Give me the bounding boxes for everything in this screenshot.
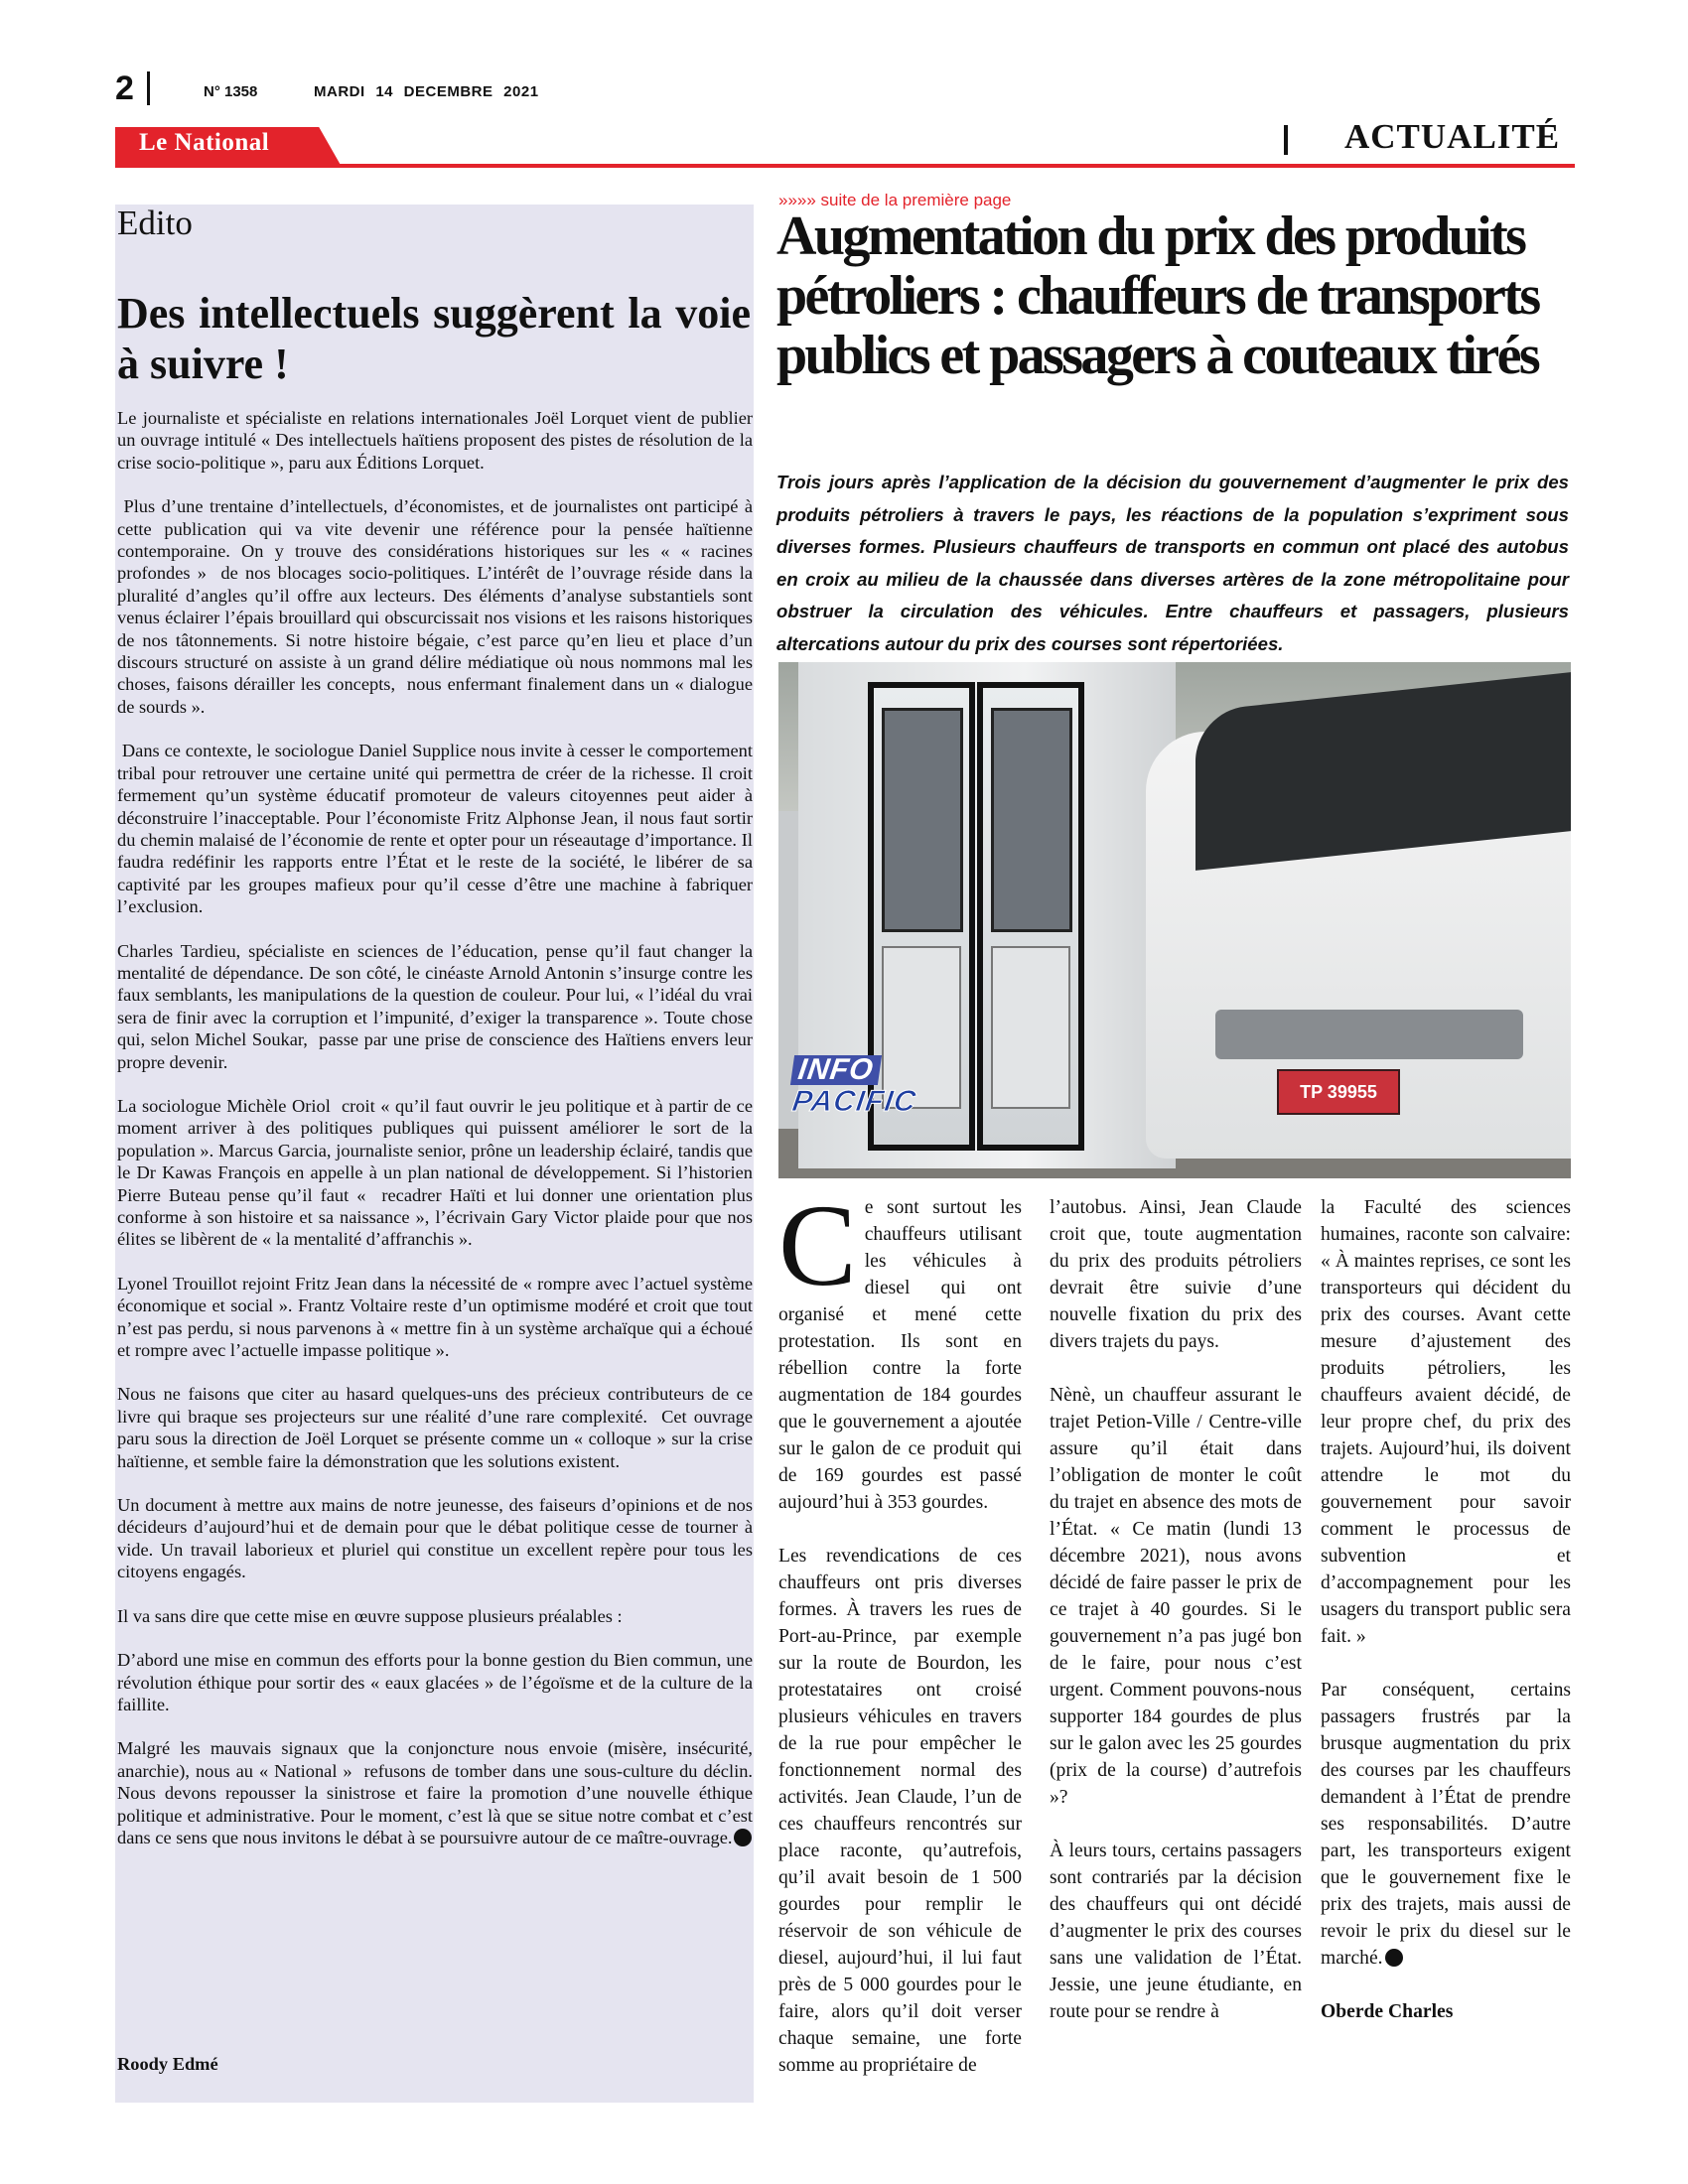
edito-body xyxy=(117,407,758,1870)
article-paragraph-text: e sont surtout les chauffeurs utilisant les véhicules à diesel qui ont organisé et mené cette protestation. Ils sont en rébellion contre la forte augmentation de 184 gourdes que le gouvernement a ajoutée sur le galon de ce produit qui de 169 gourdes est passé aujourd’hui à 353 gourdes. xyxy=(778,1197,1022,1513)
bus-grille xyxy=(1215,1010,1523,1059)
photo-logo-line2: PACIFIC xyxy=(789,1085,919,1118)
edito-paragraph: Il va sans dire que cette mise en œuvre suppose plusieurs préalables : xyxy=(117,1605,623,1626)
article-column-2 xyxy=(1050,1194,1302,2052)
edito-paragraph: Lyonel Trouillot rejoint Fritz Jean dans la nécessité de « rompre avec l’actuel système économique et social ». Frantz Voltaire reste d’un optimisme modéré et croit que tout n’est pas perdu, si nous parvenons à « mettre fin à un système archaïque qui a échoué et rompre avec l’actuelle impasse politique ». xyxy=(117,1273,758,1361)
article-last-paragraph xyxy=(1321,1677,1571,1972)
issue-number: N° 1358 xyxy=(204,83,258,100)
issue-date: MARDI 14 DECEMBRE 2021 xyxy=(314,83,539,100)
page-number: 2 xyxy=(115,69,134,107)
edito-paragraph: D’abord une mise en commun des efforts pour la bonne gestion du Bien commun, une révolution éthique pour sortir des « eaux glacées » de l’égoïsme et de la culture de la faillite. xyxy=(117,1650,758,1714)
bus-door-left xyxy=(868,682,975,1151)
photo-logo-line1: INFO xyxy=(790,1055,882,1085)
edito-author: Roody Edmé xyxy=(117,2054,218,2074)
article-author: Oberde Charles xyxy=(1321,2001,1454,2022)
edito-paragraph-text: Malgré les mauvais signaux que la conjoncture nous envoie (misère, insécurité, anarchie), nous au « National » refusons de tomber dans une sous-culture du déclin. Nous devons repousser la sinistrose et faire la promotion d’une nouvelle éthique politique et administrative. Pour le moment, c’est là que se situe notre combat et c’est dans ce sens que nous invitons le débat à se poursuivre autour de ce maître-ouvrage. xyxy=(117,1738,758,1847)
section-title: ACTUALITÉ xyxy=(1344,117,1561,156)
edito-paragraph: Le journaliste et spécialiste en relations internationales Joël Lorquet vient de publier un ouvrage intitulé « Des intellectuels haïtiens proposent des pistes de résolution de la crise socio-politique », paru aux Éditions Lorquet. xyxy=(117,408,758,473)
edito-paragraph: Dans ce contexte, le sociologue Daniel Supplice nous invite à cesser le comportement tribal pour retrouver une certaine unité qui permettra de créer de la richesse. Il croit fermement qu’un système éducatif promoteur de valeurs citoyennes peut aider à déconstruire l’inacceptable. Pour l’économiste Fritz Alphonse Jean, il nous faut sortir du chemin malaisé de l’économie de rente et opter pour un réseautage d’importance. Il faudra redéfinir les rapports entre l’État et le reste de la société, le libérer de sa captivité par les groupes mafieux pour qu’il cesse d’être une machine à fabriquer l’exclusion. xyxy=(117,741,758,917)
end-mark-icon xyxy=(734,1829,752,1846)
article-headline: Augmentation du prix des produits pétroliers : chauffeurs de transports publics et passagers à couteaux tirés xyxy=(776,205,1539,386)
edito-paragraph: Nous ne faisons que citer au hasard quelques-uns des précieux contributeurs de ce livre qui braque ses projecteurs sur une réalité d’une rare complexité. Cet ouvrage paru sous la direction de Joël Lorquet se présente comme un « colloque » sur la crise haïtienne, et semble faire la démonstration que les solutions existent. xyxy=(117,1384,758,1471)
article-kicker: »»»» suite de la première page xyxy=(778,191,1012,209)
section-divider xyxy=(1284,125,1288,155)
edito-label: Edito xyxy=(117,204,193,242)
edito-last-paragraph xyxy=(117,1737,758,1848)
edito-paragraph: La sociologue Michèle Oriol croit « qu’il faut ouvrir le jeu politique et à partir de ce moment arriver à des politiques publiques qui puissent améliorer le sort de la population ». Marcus Garcia, journaliste senior, prône un leadership éclairé, tandis que le Dr Kawas François en appelle à un plan national de développement. Si l’historien Pierre Buteau pense qu’il faut « recadrer Haïti et lui donner une orientation plus conforme à son histoire et sa naissance », l’écrivain Gary Victor plaide pour que nos élites se libèrent de « la mentalité d’affranchis ». xyxy=(117,1095,758,1250)
article-lead: Trois jours après l’application de la décision du gouvernement d’augmenter le prix des produits pétroliers à travers le pays, les réactions de la population s’expriment sous diverses formes. Plusieurs chauffeurs de transports en commun ont placé des autobus en croix au milieu de la chaussée dans diverses artères de la zone métropolitaine pour obstruer la circulation des véhicules. Entre chauffeurs et passagers, plusieurs altercations autour du prix des courses sont répertoriées. xyxy=(776,472,1569,654)
license-plate: TP 39955 xyxy=(1277,1069,1400,1115)
page-number-divider xyxy=(147,71,150,105)
brand-name: Le National xyxy=(139,129,270,156)
edito-title: Des intellectuels suggèrent la voie à suivre ! xyxy=(117,289,751,388)
article-paragraph: la Faculté des sciences humaines, raconte son calvaire: « À maintes reprises, ce sont les transporteurs qui décident du prix des courses. Avant cette mesure d’ajustement des produits pétroliers, les chauffeurs avaient décidé, de leur propre chef, du prix des trajets. Aujourd’hui, ils doivent attendre le mot du gouvernement pour savoir comment le processus de subvention et d’accompagnement pour les usagers du transport public sera fait. » xyxy=(1321,1197,1571,1647)
edito-paragraph: Un document à mettre aux mains de notre jeunesse, des faiseurs d’opinions et de nos décideurs d’aujourd’hui et de demain pour que le débat politique cesse de tourner à vide. Un travail laborieux et pluriel qui constitue un excellent repère pour tous les citoyens engagés. xyxy=(117,1495,758,1582)
article-column-1 xyxy=(778,1180,1022,2106)
article-column-3 xyxy=(1321,1194,1571,2052)
article-paragraph xyxy=(778,1180,1022,1516)
edito-paragraph: Plus d’une trentaine d’intellectuels, d’économistes, et de journalistes ont participé à cette publication qui va vite devenir une référence pour la pensée haïtienne contemporaine. On y trouve des considérations historiques sur les « « racines profondes » de nos blocages socio-politiques. L’intérêt de l’ouvrage réside dans la pluralité d’angles qu’il offre aux lecteurs. Des éléments d’analyse substantiels sont venus éclairer l’épais brouillard qui obscurcissait nos visions et les raisons historiques de nos tâtonnements. Si notre histoire bégaie, c’est parce qu’en lieu et place d’un discours structuré on assiste à un grand délire médiatique où nous nommons mal les choses, faisons dérailler les concepts, nous enfermant finalement dans un « dialogue de sourds ». xyxy=(117,496,758,717)
header-rule xyxy=(115,164,1575,168)
article-paragraph-text: Par conséquent, certains passagers frustrés par la brusque augmentation du prix des courses par les chauffeurs demandent à l’État de prendre ses responsabilités. D’autre part, les transporteurs exigent que le gouvernement fixe le prix des trajets, mais aussi de revoir le prix du diesel sur le marché. xyxy=(1321,1680,1571,1969)
article-paragraph: Nènè, un chauffeur assurant le trajet Petion-Ville / Centre-ville assure qu’il était dans l’obligation de monter le coût du trajet en absence des mots de l’État. « Ce matin (lundi 13 décembre 2021), nous avons décidé de faire passer le prix de ce trajet à 40 gourdes. Si le gouvernement n’a pas jugé bon de le faire, pour nous c’est urgent. Comment pouvons-nous supporter 184 gourdes de plus sur le galon avec les 25 gourdes (prix de la course) d’autrefois »? xyxy=(1050,1385,1302,1808)
end-mark-icon xyxy=(1385,1949,1403,1967)
edito-paragraph: Charles Tardieu, spécialiste en sciences de l’éducation, pense qu’il faut changer la mentalité de dépendance. De son côté, le cinéaste Arnold Antonin s’insurge contre les faux semblants, les manipulations de la question de couleur. Pour lui, « l’idéal du vrai sera de finir avec la corruption et l’impunité, d’exiger la transparence ». Toute chose qui, selon Michel Soukar, passe par une prise de conscience des Haïtiens envers leur propre devenir. xyxy=(117,940,758,1072)
drop-cap: C xyxy=(778,1180,857,1310)
article-paragraph: À leurs tours, certains passagers sont contrariés par la décision des chauffeurs qui ont décidé d’augmenter le prix des courses sans une validation de l’État. Jessie, une jeune étudiante, en route pour se rendre à xyxy=(1050,1841,1302,2022)
bus-door-right xyxy=(977,682,1084,1151)
article-paragraph: Les revendications de ces chauffeurs ont pris diverses formes. À travers les rues de Port-au-Prince, par exemple sur la route de Bourdon, les protestataires ont croisé plusieurs véhicules en travers de la rue pour empêcher le fonctionnement normal des activités. Jean Claude, l’un de ces chauffeurs rencontrés sur place raconte, qu’autrefois, qu’il avait besoin de 1 500 gourdes pour remplir le réservoir de son véhicule de diesel, aujourd’hui, il lui faut près de 5 000 gourdes pour le faire, alors qu’il doit verser chaque semaine, une forte somme au propriétaire de xyxy=(778,1546,1022,2076)
article-paragraph: l’autobus. Ainsi, Jean Claude croit que, toute augmentation du prix des produits pétroliers devrait être suivie d’une nouvelle fixation du prix des divers trajets du pays. xyxy=(1050,1197,1302,1352)
